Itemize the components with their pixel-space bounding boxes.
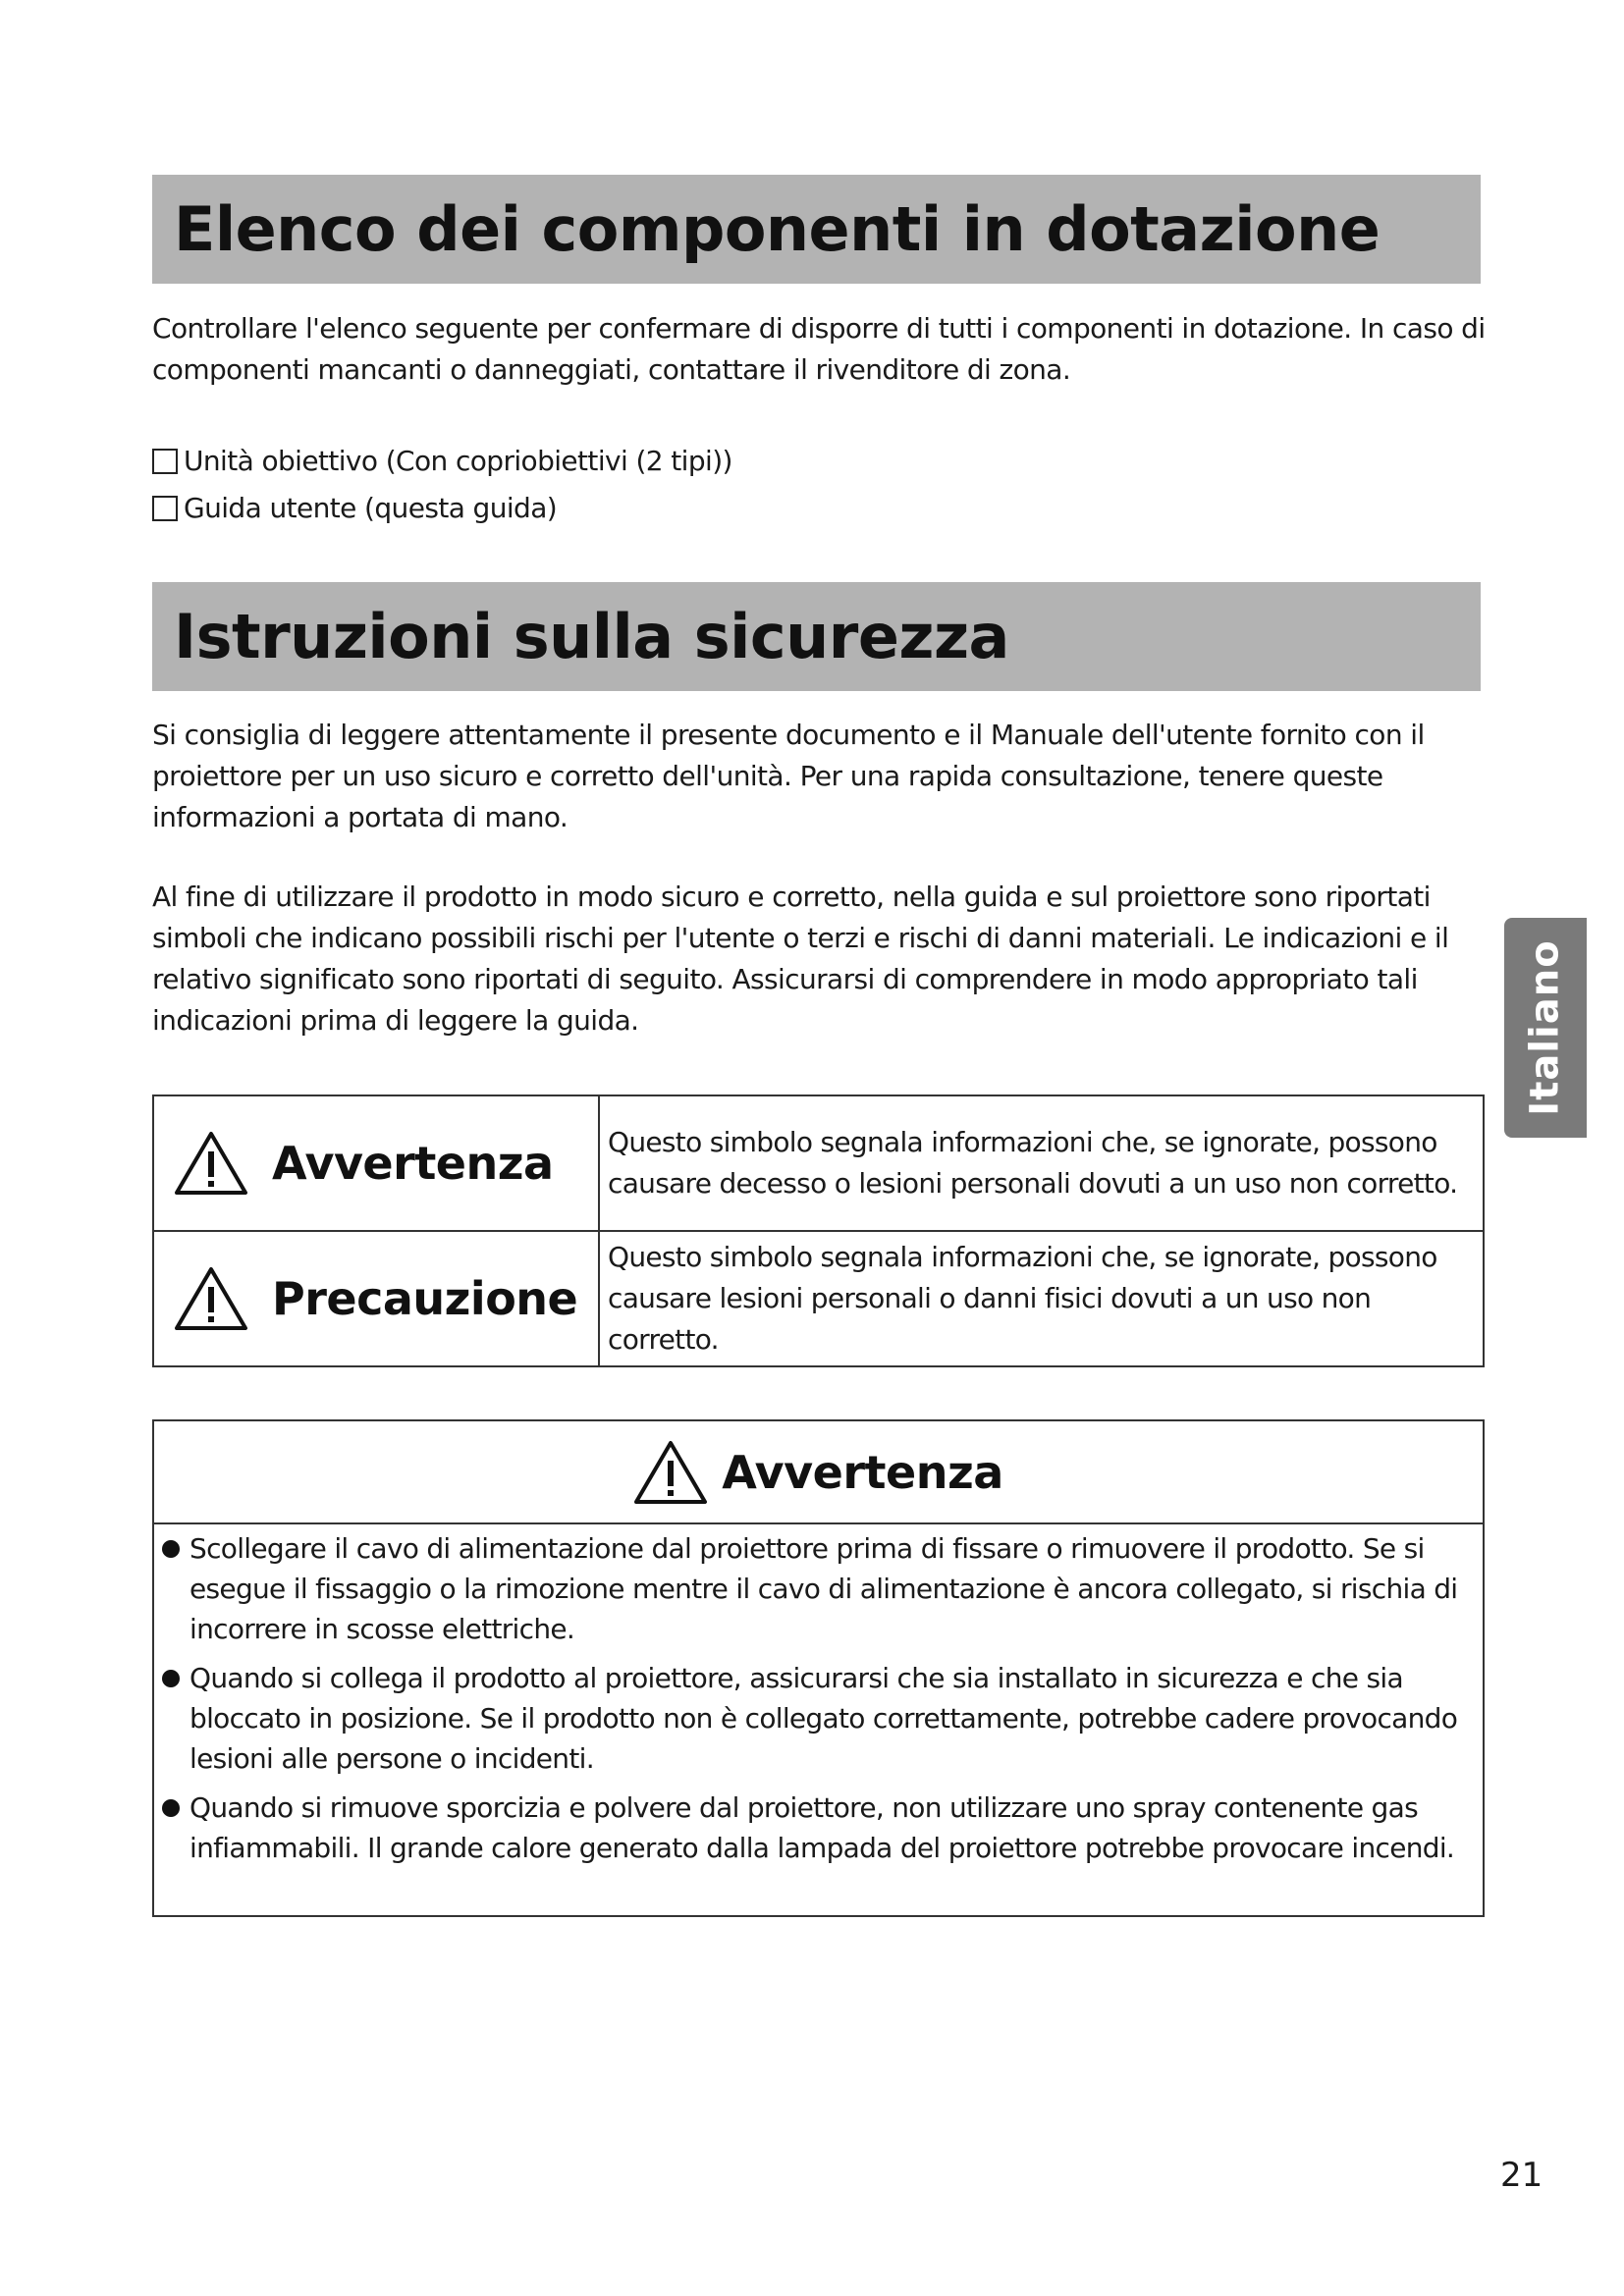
checklist-item-label: Unità obiettivo (Con copriobiettivi (2 tipi)) [184,445,732,477]
bullet-icon [162,1540,180,1558]
symbol-description-cell [599,1231,1484,1366]
bullet-icon [162,1799,180,1817]
checkbox-icon [152,449,178,474]
bullet-icon [162,1670,180,1687]
symbol-cell [153,1231,599,1366]
list-item [154,1528,1483,1649]
components-intro-text: Controllare l'elenco seguente per confermare di disporre di tutti i componenti in dotazione. In caso di componenti mancanti o danneggiati, contattare il rivenditore di zona. [152,312,1486,386]
warning-box [152,1419,1485,1917]
warning-triangle-icon [633,1439,708,1506]
language-side-tab [1504,918,1587,1138]
warning-list [154,1524,1483,1868]
symbol-label-avvertenza: Avvertenza [272,1137,554,1190]
table-row [153,1095,1484,1231]
symbol-description: Questo simbolo segnala informazioni che, se ignorate, possono causare lesioni personali o danni fisici dovuti a un uso non corretto. [608,1241,1437,1356]
warning-box-title: Avvertenza [722,1445,1003,1499]
checkbox-icon [152,496,178,521]
warning-item-text: Quando si collega il prodotto al proiettore, assicurarsi che sia installato in sicurezza e che sia bloccato in posizione. Se il prodotto non è collegato correttamente, potrebbe cadere provocando lesioni alle persone o incidenti. [189,1662,1458,1775]
list-item [154,1658,1483,1779]
language-tab-label: Italiano [1523,939,1568,1116]
warning-triangle-icon [174,1130,248,1197]
checklist-item [152,485,732,532]
table-row [153,1231,1484,1366]
page-number: 21 [1500,2156,1543,2195]
warning-triangle-icon [174,1265,248,1332]
symbol-label-precauzione: Precauzione [272,1272,578,1325]
list-item [154,1788,1483,1868]
components-checklist [152,438,732,532]
safety-paragraph-2: Al fine di utilizzare il prodotto in modo sicuro e corretto, nella guida e sul proiettore sono riportati simboli che indicano possibili rischi per l'utente o terzi e rischi di danni materiali. Le indicazioni e il relativo significato sono riportati di seguito. Assicurarsi di comprendere in modo appropriato tali indicazioni prima di leggere la guida. [152,881,1449,1037]
section-heading-safety: Istruzioni sulla sicurezza [152,582,1481,691]
checklist-item-label: Guida utente (questa guida) [184,492,558,524]
warning-box-header [154,1421,1483,1524]
safety-paragraph-1: Si consiglia di leggere attentamente il presente documento e il Manuale dell'utente fornito con il proiettore per un uso sicuro e corretto dell'unità. Per una rapida consultazione, tenere queste informazioni a portata di mano. [152,719,1425,833]
symbol-description: Questo simbolo segnala informazioni che, se ignorate, possono causare decesso o lesioni personali dovuti a un uso non corretto. [608,1126,1458,1200]
warning-item-text: Scollegare il cavo di alimentazione dal proiettore prima di fissare o rimuovere il prodotto. Se si esegue il fissaggio o la rimozione mentre il cavo di alimentazione è ancora collegato, si rischia di incorrere in scosse elettriche. [189,1532,1458,1645]
symbols-table [152,1095,1485,1367]
section-heading-components: Elenco dei componenti in dotazione [152,175,1481,284]
warning-item-text: Quando si rimuove sporcizia e polvere dal proiettore, non utilizzare uno spray contenente gas infiammabili. Il grande calore generato dalla lampada del proiettore potrebbe provocare incendi. [189,1791,1455,1864]
symbol-description-cell [599,1095,1484,1231]
symbol-cell [153,1095,599,1231]
checklist-item [152,438,732,485]
